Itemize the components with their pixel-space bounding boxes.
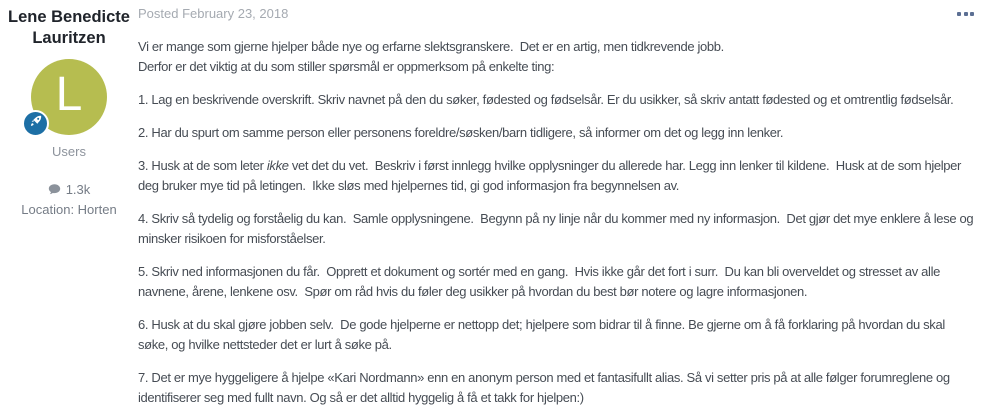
- post-count-value: 1.3k: [65, 182, 91, 198]
- post-paragraph-6: [138, 315, 976, 355]
- post-paragraph-2: [138, 123, 976, 143]
- rank-badge: [22, 110, 49, 137]
- paragraph-text: vet det du vet. Beskriv i først innlegg hvilke opplysninger du allerede har. Legg inn lenker til kildene. Husk at de som hjelper deg bruker mye tid på letingen. Ikke sløs med hjelpernes tid, gi god informasjon fra begynnelsen av.: [138, 158, 965, 193]
- author-post-count: [0, 182, 138, 197]
- rocket-icon: [29, 114, 43, 133]
- intro-line-1: Vi er mange som gjerne hjelper både nye og erfarne slektsgranskere. Det er en artig, men tidkrevende jobb.: [138, 39, 724, 54]
- paragraph-text: 3. Husk at de som leter: [138, 158, 267, 173]
- author-name[interactable]: Lene Benedicte Lauritzen: [8, 8, 130, 47]
- post-date: Posted February 23, 2018: [138, 6, 289, 21]
- post-paragraph-3: [138, 156, 976, 196]
- post-paragraph-5: [138, 262, 976, 302]
- post-paragraph-intro: [138, 37, 976, 77]
- paragraph-text: 6. Husk at du skal gjøre jobben selv. De gode hjelperne er nettopp det; hjelpere som bidrar til å finne. Be gjerne om å få forklaring på hvordan du skal søke, og hvilke nettsteder det er lurt å søke på.: [138, 317, 949, 352]
- intro-line-2: Derfor er det viktig at du som stiller spørsmål er oppmerksom på enkelte ting:: [138, 59, 555, 74]
- author-location: Location: Horten: [21, 202, 117, 218]
- post-paragraph-1: [138, 90, 976, 110]
- post-content: [138, 0, 1000, 413]
- post-paragraph-4: [138, 209, 976, 249]
- post-options-button[interactable]: [955, 6, 976, 22]
- avatar[interactable]: [31, 59, 107, 135]
- paragraph-text: 5. Skriv ned informasjonen du får. Opprett et dokument og sortér med en gang. Hvis ikke går det fort i surr. Du kan bli overveldet og stresset av alle navnene, årene, lenkene osv. Spør om råd hvis du føler deg usikker på hvordan du best bør notere og lagre informasjonen.: [138, 264, 944, 299]
- paragraph-text: 2. Har du spurt om samme person eller personens foreldre/søsken/barn tidligere, så informer om det og legg inn lenker.: [138, 125, 784, 140]
- avatar-letter: L: [55, 68, 83, 122]
- post-paragraph-7: [138, 368, 976, 408]
- paragraph-text: 7. Det er mye hyggeligere å hjelpe «Kari Nordmann» enn en anonym person med et fantasifullt alias. Så vi setter pris på at alle følger forumreglene og identifiserer seg med fullt navn. Og så er det alltid hyggelig å få et takk for hjelpen:): [138, 370, 954, 405]
- author-group: Users: [52, 144, 86, 160]
- paragraph-text: 1. Lag en beskrivende overskrift. Skriv navnet på den du søker, fødested og fødselsår. Er du usikker, så skriv antatt fødested og et omtrentlig fødselsår.: [138, 92, 954, 107]
- post-meta-row: [138, 6, 976, 22]
- ellipsis-icon: [957, 12, 974, 16]
- author-panel: [0, 0, 138, 413]
- paragraph-italic: ikke: [266, 158, 289, 173]
- paragraph-text: 4. Skriv så tydelig og forståelig du kan. Samle opplysningene. Begynn på ny linje når du kommer med ny informasjon. Det gjør det mye enklere å lese og minsker risikoen for misforståelser.: [138, 211, 977, 246]
- post-text: [138, 37, 976, 408]
- comment-bubble-icon: [48, 183, 61, 196]
